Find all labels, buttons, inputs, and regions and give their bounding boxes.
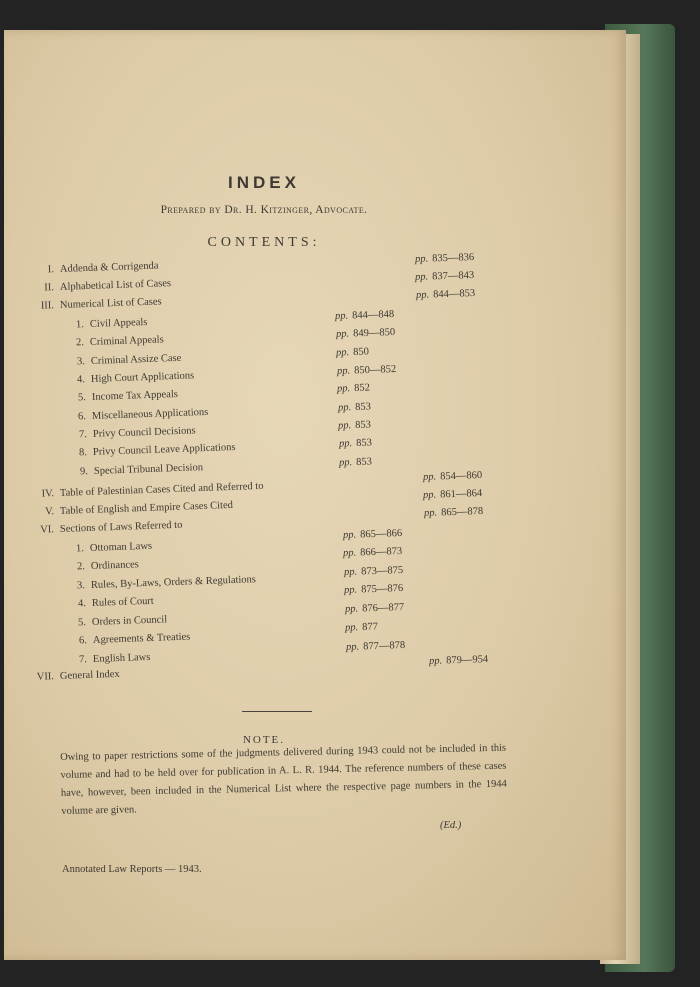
toc-subentry: 9. Special Tribunal Decision: [79, 462, 204, 478]
page-ref: pp. 852: [336, 382, 371, 395]
toc-subentry: 7. Privy Council Decisions: [78, 425, 196, 441]
prepared-by-line: Prepared by Dr. H. Kitzinger, Advocate.: [160, 204, 368, 216]
toc-subentry: 4. High Court Applications: [76, 370, 195, 386]
page-ref: pp. 844—848: [334, 308, 395, 323]
note-heading: NOTE.: [242, 734, 286, 746]
divider-rule: [242, 711, 312, 712]
toc-entry: I. Addenda & Corrigenda: [47, 260, 159, 276]
page-ref: pp. 879—954: [428, 653, 489, 668]
toc-entry: II. Alphabetical List of Cases: [44, 278, 172, 294]
page-ref: pp. 844—853: [415, 287, 476, 302]
page-ref: pp. 853: [338, 437, 373, 450]
index-title: INDEX: [228, 173, 300, 192]
toc-subentry: 2. Criminal Appeals: [75, 334, 164, 349]
page-ref: pp. 865—878: [423, 505, 484, 520]
toc-subentry: 6. Agreements & Treaties: [78, 631, 191, 647]
toc-subentry: 1. Civil Appeals: [75, 316, 148, 331]
page-ref: pp. 850—852: [336, 363, 397, 378]
page-ref: pp. 877—878: [345, 639, 406, 654]
toc-subentry: 3. Rules, By-Laws, Orders & Regulations: [76, 574, 257, 592]
toc-subentry: 4. Rules of Court: [77, 595, 154, 610]
toc-subentry: 6. Miscellaneous Applications: [77, 406, 209, 423]
page-ref: pp. 865—866: [342, 527, 403, 542]
page-ref: pp. 876—877: [344, 601, 405, 616]
toc-subentry: 7. English Laws: [78, 651, 151, 666]
page-ref: pp. 875—876: [343, 582, 404, 597]
toc-subentry: 5. Income Tax Appeals: [77, 388, 179, 404]
toc-entry: V. Table of English and Empire Cases Cited: [44, 499, 234, 518]
toc-subentry: 3. Criminal Assize Case: [76, 352, 182, 368]
page-ref: pp. 853: [337, 419, 372, 432]
page-ref: pp. 853: [338, 456, 373, 469]
page-ref: pp. 873—875: [343, 564, 404, 579]
page-ref: pp. 877: [344, 621, 379, 634]
footer-text: Annotated Law Reports — 1943.: [62, 864, 202, 875]
page-ref: pp. 861—864: [422, 487, 483, 502]
page-ref: pp. 853: [337, 401, 372, 414]
toc-entry: IV. Table of Palestinian Cases Cited and Referred to: [41, 480, 264, 500]
toc-entry: VI. Sections of Laws Referred to: [40, 519, 183, 536]
toc-entry: III. Numerical List of Cases: [40, 296, 162, 312]
note-paragraph: Owing to paper restrictions some of the judgments delivered during 1943 could not be included in this volume and had to be held over for publication in A. L. R. 1944. The reference numbers of these cases have, however, been included in the Numerical List where the respective page numbers in the 1944 volume are given.: [60, 742, 507, 817]
editor-signature: (Ed.): [440, 820, 462, 831]
toc-subentry: 5. Orders in Council: [77, 614, 168, 629]
toc-subentry: 1. Ottoman Laws: [75, 540, 153, 555]
toc-entry: VII. General Index: [36, 668, 120, 683]
page-ref: pp. 849—850: [335, 326, 396, 341]
page-ref: pp. 854—860: [422, 469, 483, 484]
page-ref: pp. 835—836: [414, 251, 475, 266]
index-page: [4, 30, 626, 960]
page-ref: pp. 837—843: [414, 269, 475, 284]
contents-heading: CONTENTS:: [207, 235, 321, 250]
page-ref: pp. 866—873: [342, 545, 403, 560]
toc-subentry: 8. Privy Council Leave Applications: [78, 441, 236, 459]
page-ref: pp. 850: [335, 346, 370, 359]
toc-subentry: 2. Ordinances: [76, 559, 139, 573]
